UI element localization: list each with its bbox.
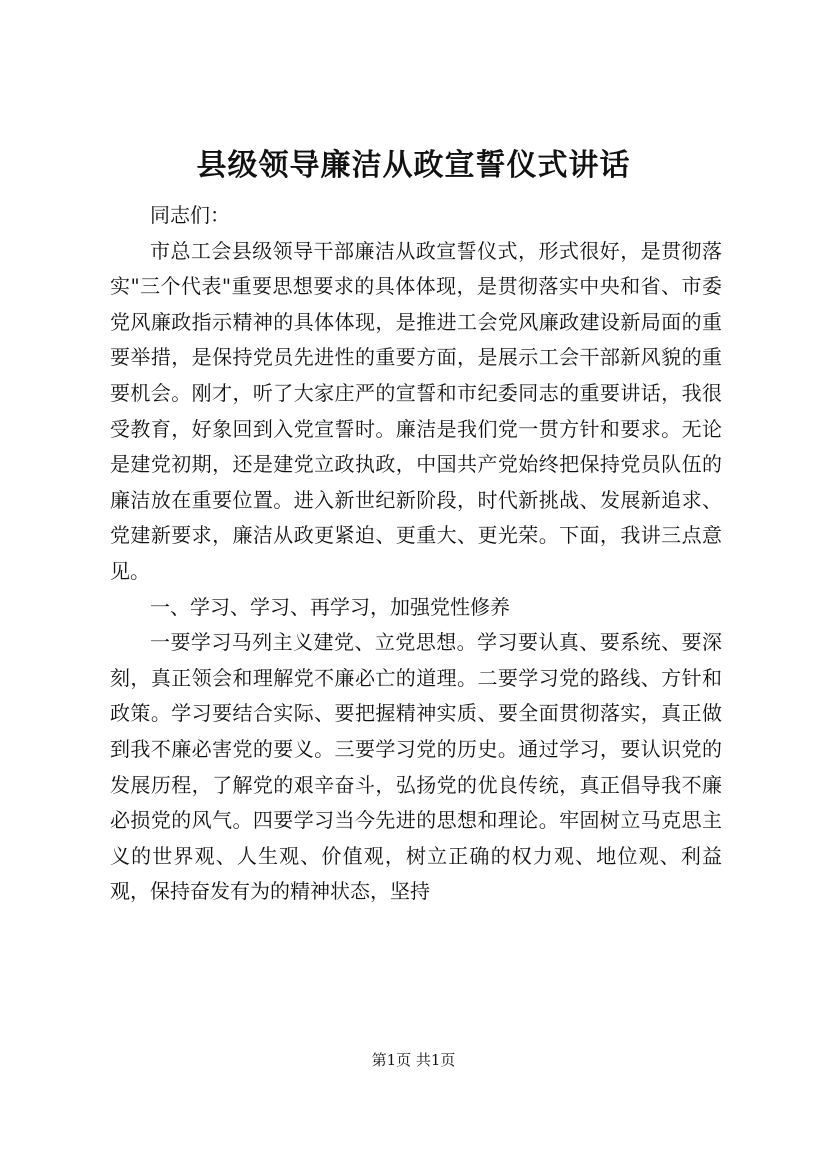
document-title: 县级领导廉洁从政宣誓仪式讲话 [196,148,631,183]
section-heading-1: 一、学习、学习、再学习，加强党性修养 [150,594,510,619]
greeting: 同志们： [150,203,230,227]
document-body [110,198,722,910]
paragraph-intro: 市总工会县级领导干部廉洁从政宣誓仪式，形式很好，是贯彻落实"三个代表"重要思想要求的具体体现，是贯彻落实中央和省、市委党风廉政指示精神的具体体现，是推进工会党风廉政建设新局面的重要举措，是保持党员先进性的重要方面，是展示工会干部新风貌的重要机会。刚才，听了大家庄严的宣誓和市纪委同志的重要讲话，我很受教育，好象回到入党宣誓时。廉洁是我们党一贯方针和要求。无论是建党初期，还是建党立政执政，中国共产党始终把保持党员队伍的廉洁放在重要位置。进入新世纪新阶段，时代新挑战、发展新追求、党建新要求，廉洁从政更紧迫、更重大、更光荣。下面，我讲三点意见。 [110,238,722,583]
paragraph-section-1: 一要学习马列主义建党、立党思想。学习要认真、要系统、要深刻，真正领会和理解党不廉必亡的道理。二要学习党的路线、方针和政策。学习要结合实际、要把握精神实质、要全面贯彻落实，真正做到我不廉必害党的要义。三要学习党的历史。通过学习，要认识党的发展历程，了解党的艰辛奋斗，弘扬党的优良传统，真正倡导我不廉必损党的风气。四要学习当今先进的思想和理论。牢固树立马克思主义的世界观、人生观、价值观，树立正确的权力观、地位观、利益观，保持奋发有为的精神状态，坚持 [110,630,722,904]
page-number: 第1页 共1页 [371,1051,456,1069]
